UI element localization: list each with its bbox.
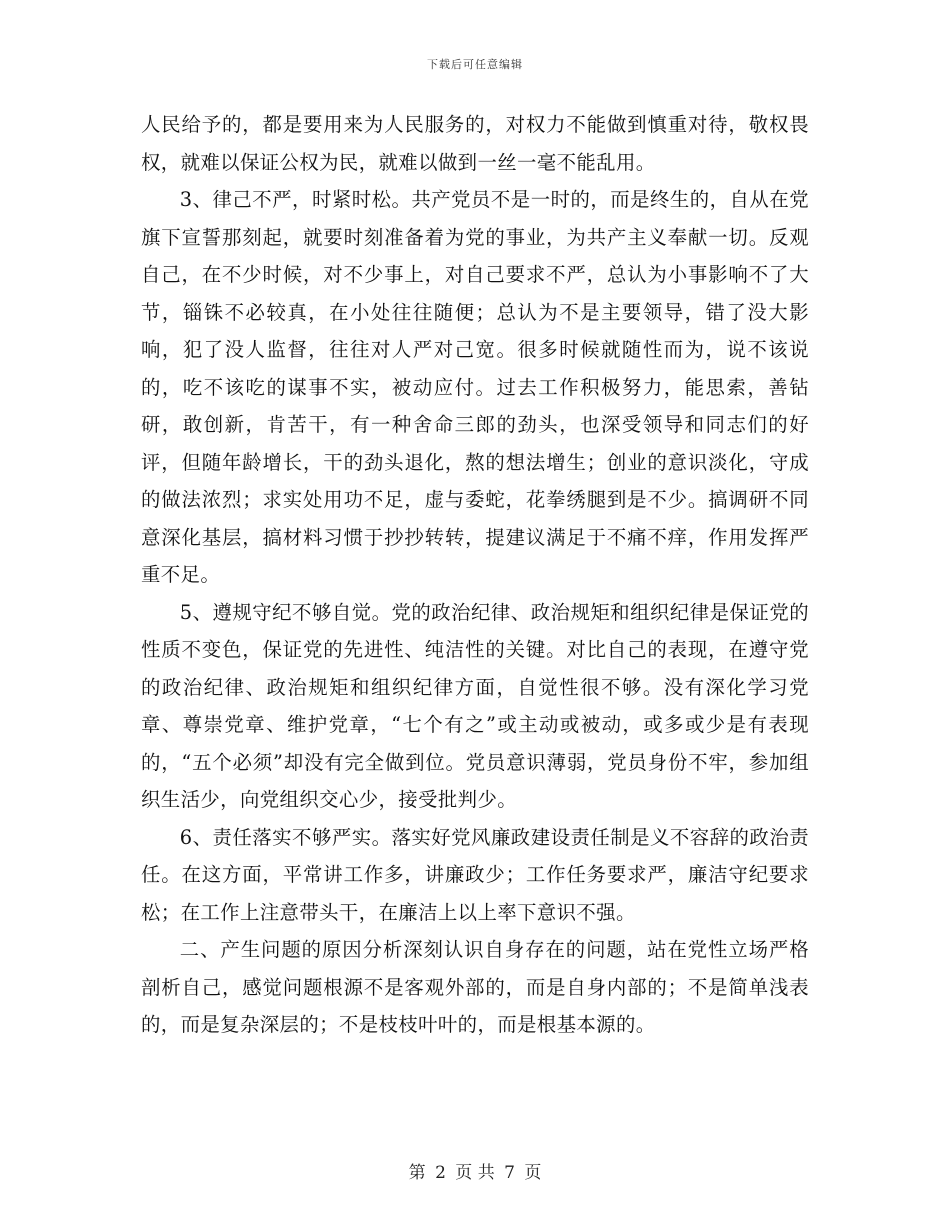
header-text: 下载后可任意编辑 bbox=[427, 58, 523, 71]
document-body bbox=[141, 106, 809, 1044]
footer-suffix: 页 bbox=[524, 1163, 542, 1183]
page-header bbox=[0, 56, 950, 72]
paragraph-item-5: 5、遵规守纪不够自觉。党的政治纪律、政治规矩和组织纪律是保证党的性质不变色，保证党的先进性、纯洁性的关键。对比自己的表现，在遵守党的政治纪律、政治规矩和组织纪律方面，自觉性很不够。没有深化学习党章、尊崇党章、维护党章，“七个有之”或主动或被动，或多或少是有表现的，“五个必须”却没有完全做到位。党员意识薄弱，党员身份不牢，参加组织生活少，向党组织交心少，接受批判少。 bbox=[141, 600, 809, 811]
paragraph-continuation: 人民给予的，都是要用来为人民服务的，对权力不能做到慎重对待，敬权畏权，就难以保证公权为民，就难以做到一丝一毫不能乱用。 bbox=[141, 113, 809, 174]
footer-middle: 页 共 bbox=[455, 1163, 495, 1183]
paragraph-item-3: 3、律己不严，时紧时松。共产党员不是一时的，而是终生的，自从在党旗下宣誓那刻起，就要时刻准备着为党的事业，为共产主义奉献一切。反观自己，在不少时候，对不少事上，对自己要求不严，总认为小事影响不了大节，锱铢不必较真，在小处往往随便；总认为不是主要领导，错了没大影响，犯了没人监督，往往对人严对己宽。很多时候就随性而为，说不该说的，吃不该吃的谋事不实，被动应付。过去工作积极努力，能思索，善钻研，敢创新，肯苦干，有一种舍命三郎的劲头，也深受领导和同志们的好评，但随年龄增长，干的劲头退化，熬的想法增生；创业的意识淡化，守成的做法浓烈；求实处用功不足，虚与委蛇，花拳绣腿到是不少。搞调研不同意深化基层，搞材料习惯于抄抄转转，提建议满足于不痛不痒，作用发挥严重不足。 bbox=[141, 188, 809, 586]
total-page-count: 7 bbox=[504, 1163, 515, 1183]
page-footer bbox=[0, 1158, 950, 1183]
current-page-number: 2 bbox=[435, 1163, 446, 1183]
footer-prefix: 第 bbox=[408, 1163, 426, 1183]
paragraph-item-6: 6、责任落实不够严实。落实好党风廉政建设责任制是义不容辞的政治责任。在这方面，平常讲工作多，讲廉政少；工作任务要求严，廉洁守纪要求松；在工作上注意带头干，在廉洁上以上率下意识不强。 bbox=[141, 825, 809, 924]
paragraph-section-2: 二、产生问题的原因分析深刻认识自身存在的问题，站在党性立场严格剖析自己，感觉问题根源不是客观外部的，而是自身内部的；不是简单浅表的，而是复杂深层的；不是枝枝叶叶的，而是根基本源的。 bbox=[141, 938, 809, 1036]
